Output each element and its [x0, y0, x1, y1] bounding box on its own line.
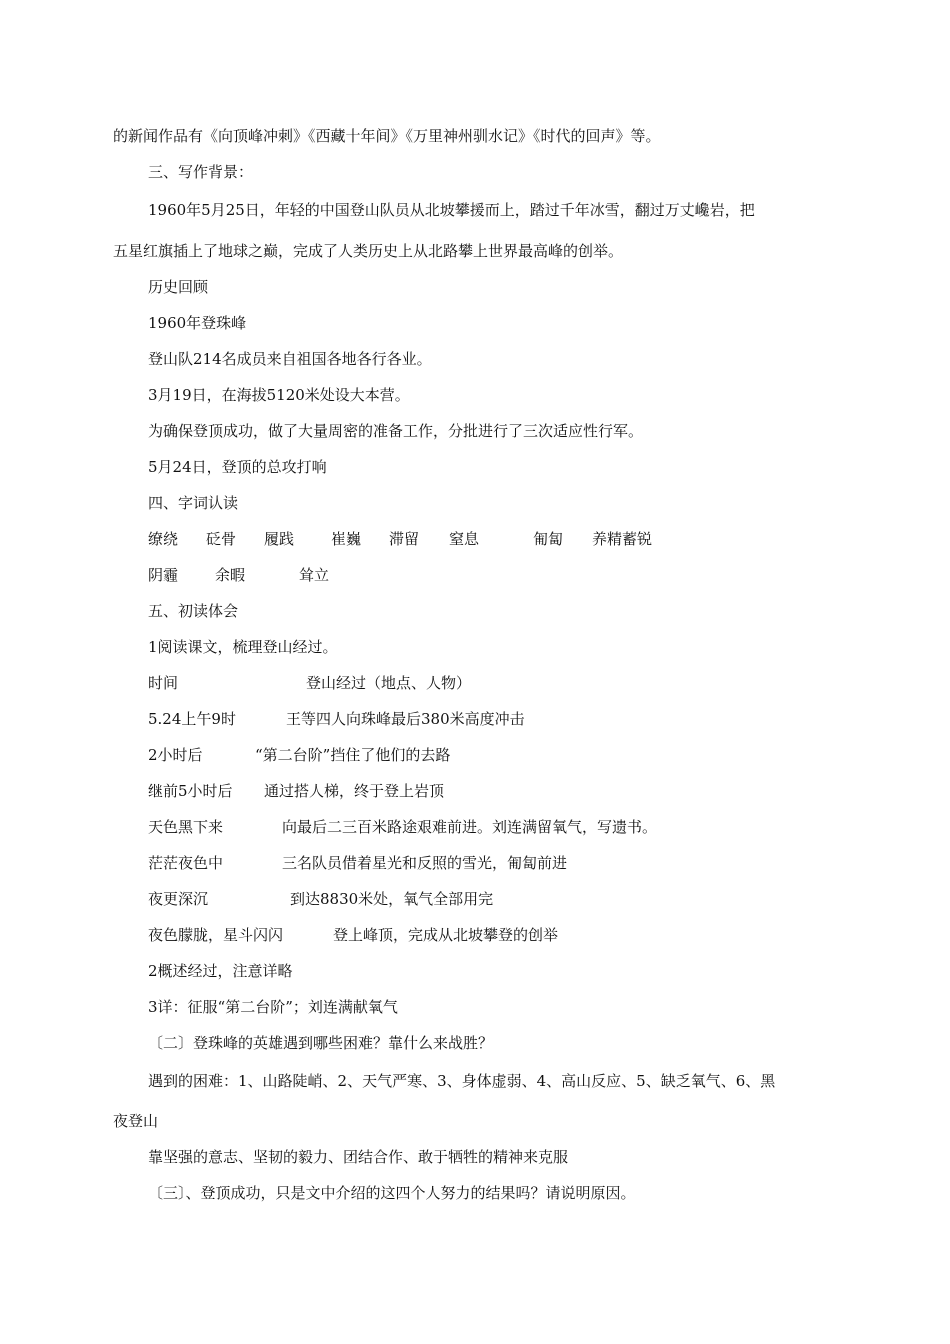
part-2-difficulties-line1: 遇到的困难：1、山路陡峭、2、天气严寒、3、身体虚弱、4、高山反应、5、缺乏氧气、6、黑	[148, 1072, 776, 1090]
paragraph-background-line1: 1960年5月25日，年轻的中国登山队员从北坡攀援而上，踏过千年冰雪，翻过万丈巉岩，把	[148, 201, 755, 219]
heading-history-review: 历史回顾	[148, 278, 209, 296]
vocab-word: 砭骨	[206, 530, 237, 548]
vocab-word: 缭绕	[148, 530, 179, 548]
part-3-question: 〔三〕、登顶成功，只是文中介绍的这四个人努力的结果吗？请说明原因。	[148, 1184, 636, 1202]
header-process: 登山经过（地点、人物）	[306, 674, 472, 692]
history-item-preparation: 为确保登顶成功，做了大量周密的准备工作，分批进行了三次适应性行军。	[148, 422, 644, 440]
history-item-1960: 1960年登珠峰	[148, 314, 247, 332]
row-event: 三名队员借着星光和反照的雪光，匍匐前进	[282, 854, 568, 872]
row-event: “第二台阶”挡住了他们的去路	[255, 746, 451, 764]
question-1: 1阅读课文，梳理登山经过。	[148, 638, 338, 656]
part-2-difficulties-line2: 夜登山	[113, 1112, 159, 1130]
row-time: 5.24上午9时	[148, 710, 236, 728]
question-3: 3详：征服“第二台阶”；刘连满献氧气	[148, 998, 398, 1016]
row-event: 登上峰顶，完成从北坡攀登的创举	[333, 926, 559, 944]
vocab-word: 耸立	[299, 566, 330, 584]
heading-first-reading: 五、初读体会	[148, 602, 239, 620]
vocab-word: 履践	[264, 530, 295, 548]
row-time: 夜色朦胧，星斗闪闪	[148, 926, 284, 944]
row-time: 天色黑下来	[148, 818, 224, 836]
row-time: 继前5小时后	[148, 782, 233, 800]
vocab-word: 窒息	[449, 530, 480, 548]
vocab-word: 匍匐	[533, 530, 564, 548]
vocab-word: 滞留	[389, 530, 420, 548]
history-item-assault: 5月24日，登顶的总攻打响	[148, 458, 327, 476]
history-item-basecamp: 3月19日，在海拔5120米处设大本营。	[148, 386, 410, 404]
vocab-word: 崔巍	[331, 530, 362, 548]
row-event: 向最后二三百米路途艰难前进。刘连满留氧气，写遗书。	[282, 818, 658, 836]
row-time: 茫茫夜色中	[148, 854, 224, 872]
question-2: 2概述经过，注意详略	[148, 962, 293, 980]
vocab-word: 养精蓄锐	[592, 530, 653, 548]
vocab-word: 余暇	[215, 566, 246, 584]
history-item-team: 登山队214名成员来自祖国各地各行各业。	[148, 350, 432, 368]
paragraph-news-works: 的新闻作品有《向顶峰冲刺》《西藏十年间》《万里神州驯水记》《时代的回声》等。	[113, 127, 661, 145]
row-event: 王等四人向珠峰最后380米高度冲击	[286, 710, 525, 728]
paragraph-background-line2: 五星红旗插上了地球之巅，完成了人类历史上从北路攀上世界最高峰的创举。	[113, 242, 624, 260]
heading-vocabulary: 四、字词认读	[148, 494, 239, 512]
row-time: 2小时后	[148, 746, 203, 764]
header-time: 时间	[148, 674, 179, 692]
row-time: 夜更深沉	[148, 890, 209, 908]
vocab-word: 阴霾	[148, 566, 179, 584]
row-event: 到达8830米处，氧气全部用完	[290, 890, 494, 908]
part-2-question: 〔二〕登珠峰的英雄遇到哪些困难？靠什么来战胜？	[148, 1034, 494, 1052]
row-event: 通过搭人梯，终于登上岩顶	[264, 782, 445, 800]
heading-writing-background: 三、写作背景：	[148, 163, 254, 181]
part-2-overcome: 靠坚强的意志、坚韧的毅力、团结合作、敢于牺牲的精神来克服	[148, 1148, 569, 1166]
